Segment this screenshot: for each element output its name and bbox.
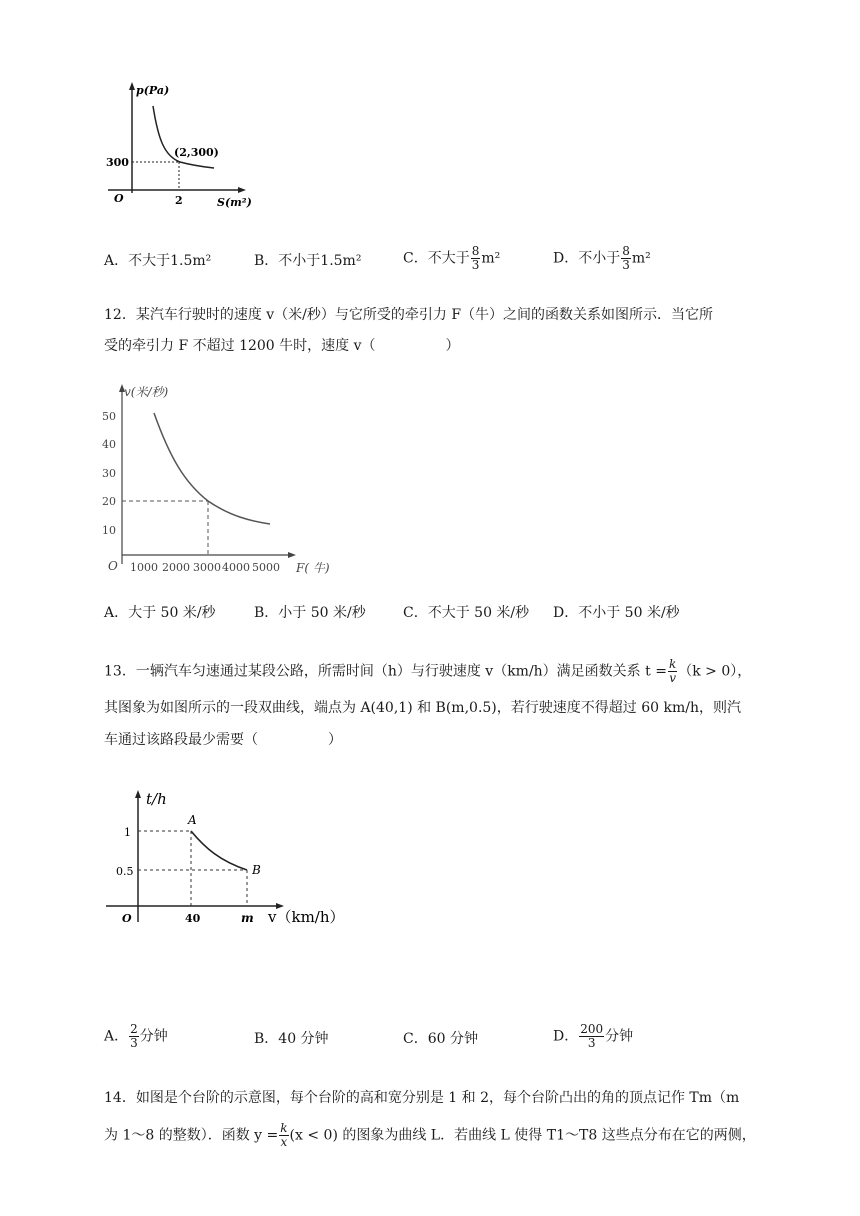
x-tick-1000: 1000 (130, 561, 158, 574)
y-axis-label: p(Pa) (136, 84, 170, 97)
origin-label: O (114, 192, 124, 205)
origin-label: O (108, 559, 118, 573)
q13-option-a-suffix: 分钟 (139, 1028, 168, 1045)
x-axis-label: S(m²) (217, 196, 252, 209)
q12-line-1: 12．某汽车行驶时的速度 v（米/秒）与它所受的牵引力 F（牛）之间的函数关系如图所示．当它所 (104, 307, 714, 323)
q13-option-d-suffix: 分钟 (605, 1028, 634, 1045)
q11-option-c[interactable] (403, 245, 500, 272)
fraction-denominator: x (280, 1135, 288, 1149)
q12-option-b[interactable]: B．小于 50 米/秒 (254, 605, 366, 621)
q13-line-1-text: 13．一辆汽车匀速通过某段公路，所需时间（h）与行驶速度 v（km/h）满足函数关系 t = (104, 663, 667, 680)
fraction-denominator: v (669, 671, 676, 685)
point-b-label: B (252, 863, 261, 877)
q13-option-a-fraction (129, 1023, 139, 1050)
fraction-numerator: 8 (471, 244, 480, 258)
q14-line-2-text: 为 1～8 的整数）．函数 y = (104, 1127, 279, 1144)
figure-pressure-area (100, 78, 270, 213)
y-tick-40: 40 (102, 438, 116, 451)
figure-time-speed (100, 782, 360, 930)
fraction-denominator: 3 (587, 1036, 596, 1050)
figure-speed-force (100, 378, 345, 578)
y-tick-05: 0.5 (116, 865, 134, 878)
q11-option-d[interactable] (553, 245, 651, 272)
x-tick-m: m (241, 911, 254, 925)
q14-formula-fraction (279, 1122, 288, 1149)
q11-option-b[interactable]: B．不小于1.5m² (254, 253, 362, 269)
y-tick-30: 30 (102, 467, 116, 480)
q14-line-1: 14．如图是个台阶的示意图，每个台阶的高和宽分别是 1 和 2，每个台阶凸出的角的顶点记作 Tm（m (104, 1090, 740, 1106)
q13-line-2: 其图象为如图所示的一段双曲线，端点为 A(40,1) 和 B(m,0.5)，若行驶速度不得超过 60 km/h，则汽 (104, 700, 741, 716)
q11-option-d-suffix: m² (631, 250, 651, 267)
q13-option-c[interactable]: C．60 分钟 (403, 1031, 478, 1047)
fraction-numerator: 8 (622, 244, 630, 258)
x-axis-label: F( 牛) (296, 561, 330, 575)
fraction-numerator: k (280, 1121, 288, 1135)
q12-option-d[interactable]: D．不小于 50 米/秒 (553, 605, 680, 621)
x-tick-5000: 5000 (252, 561, 280, 574)
fraction-denominator: 3 (130, 1036, 138, 1050)
fraction-denominator: 3 (622, 258, 630, 272)
q11-option-c-suffix: m² (481, 250, 501, 267)
x-tick-40: 40 (185, 912, 201, 925)
q12-option-c[interactable]: C．不大于 50 米/秒 (403, 605, 530, 621)
q11-option-d-prefix: D．不小于 (553, 250, 621, 267)
y-axis-arrow (135, 790, 141, 798)
origin-label: O (122, 912, 132, 925)
fraction-numerator: 2 (130, 1022, 138, 1036)
x-tick-3000: 3000 (193, 561, 221, 574)
q11-option-a[interactable]: A．不大于1.5m² (104, 253, 212, 269)
hyperbola-segment (191, 831, 247, 870)
q13-formula-fraction (668, 658, 677, 685)
q13-options (104, 1022, 804, 1055)
q14-line-2-rest: (x < 0) 的图象为曲线 L．若曲线 L 使得 T1～T8 这些点分布在它的两侧， (289, 1127, 756, 1144)
q12-option-a[interactable]: A．大于 50 米/秒 (104, 605, 216, 621)
fraction-denominator: 3 (471, 258, 480, 272)
x-axis-arrow (288, 552, 296, 558)
q11-option-c-fraction (471, 245, 481, 272)
q13-option-d-prefix: D． (553, 1028, 579, 1045)
y-tick-1: 1 (124, 826, 131, 839)
y-tick-10: 10 (102, 524, 116, 537)
q11-options (104, 244, 804, 275)
x-tick-2000: 2000 (162, 561, 190, 574)
q13-option-a[interactable] (104, 1023, 168, 1050)
q14-line-2 (104, 1122, 756, 1149)
q11-option-d-fraction (621, 245, 631, 272)
y-axis-label: t/h (146, 790, 167, 808)
q12-options (104, 603, 804, 625)
x-axis-arrow (238, 187, 246, 193)
q12-line-2: 受的牵引力 F 不超过 1200 牛时，速度 v（ ） (104, 338, 460, 354)
fraction-numerator: k (668, 657, 677, 671)
point-label: (2,300) (174, 146, 219, 159)
x-axis-label: v（km/h） (268, 908, 345, 926)
q13-option-a-prefix: A． (104, 1028, 129, 1045)
x-tick-4000: 4000 (222, 561, 250, 574)
q13-option-d[interactable] (553, 1023, 633, 1050)
q13-line-1-condition: （k > 0）， (678, 663, 752, 680)
q13-option-d-fraction (579, 1023, 604, 1050)
y-axis-arrow (129, 82, 135, 90)
x-tick-2: 2 (175, 194, 183, 207)
point-a-label: A (188, 813, 197, 827)
q11-option-c-prefix: C．不大于 (403, 250, 470, 267)
speed-curve (154, 413, 270, 524)
y-axis-label: v(米/秒) (124, 385, 169, 399)
y-tick-50: 50 (102, 410, 116, 423)
fraction-numerator: 200 (580, 1022, 604, 1036)
q13-line-1 (104, 658, 751, 685)
y-tick-20: 20 (102, 495, 116, 508)
q13-option-b[interactable]: B．40 分钟 (254, 1031, 329, 1047)
y-tick-300: 300 (106, 156, 129, 169)
q13-line-3: 车通过该路段最少需要（ ） (104, 732, 342, 748)
